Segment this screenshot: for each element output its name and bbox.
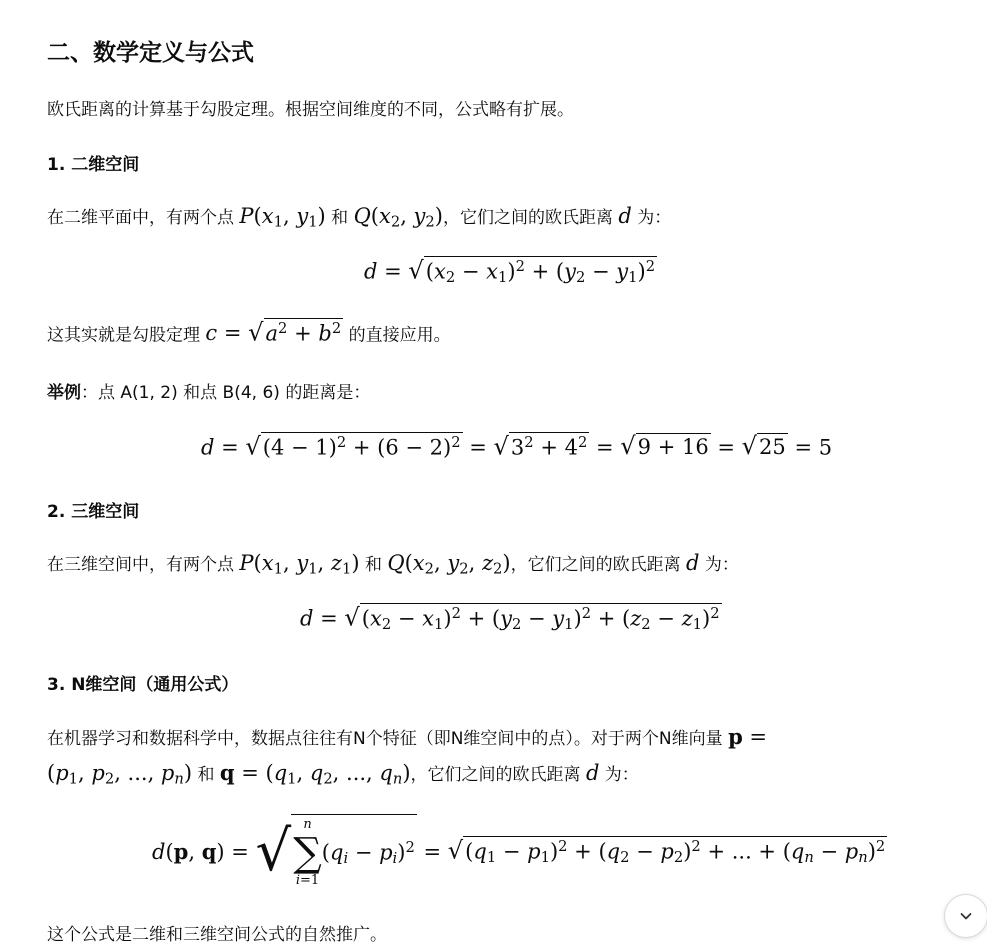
- example-text: ：点 A(1, 2) 和点 B(4, 6) 的距离是：: [81, 383, 371, 403]
- formula-nd-distance: d(p, q) = √ n ∑ i=1 $(q_i - p_i)^2$ = $√(q_1 - p_1)^2 + (q_2 - p_2)^2$ + ... + $(q_n - p_n)^2$: [152, 814, 887, 889]
- text-nd-colon: 为：: [604, 765, 639, 785]
- section-title: 二、数学定义与公式: [47, 40, 254, 66]
- math-d-symbol: d: [618, 204, 632, 228]
- scroll-down-button[interactable]: [944, 894, 987, 938]
- math-point-q-3d: $Q(x_2$, $y_2$, $z_2$): [387, 551, 511, 578]
- subsection-nd-line2: [47, 760, 639, 788]
- pythagoras-paragraph: [47, 318, 451, 346]
- math-vector-p: ($p_1$, $p_2$, ..., $p_n$): [47, 761, 193, 788]
- text-2d-after: ，它们之间的欧氏距离: [442, 208, 613, 228]
- subsection-2d-paragraph: [47, 203, 671, 231]
- subsection-nd-line1: [47, 724, 767, 749]
- conclusion-paragraph: 这个公式是二维和三维空间公式的自然推广。: [47, 925, 387, 945]
- text-3d-before: 在三维空间中，有两个点: [47, 555, 234, 575]
- text-3d-after: ，它们之间的欧氏距离: [510, 555, 681, 575]
- subsection-2d-title: 1. 二维空间: [47, 155, 140, 175]
- intro-paragraph: 欧氏距离的计算基于勾股定理。根据空间维度的不同，公式略有扩展。: [47, 100, 574, 120]
- text-2d-and: 和: [331, 208, 349, 228]
- math-point-p-3d: $P(x_1$, $y_1$, $z_1$): [239, 551, 360, 578]
- math-d-symbol: d: [685, 551, 700, 575]
- subsection-nd-title: 3. N维空间（通用公式）: [47, 675, 239, 695]
- text-3d-and: 和: [364, 555, 382, 575]
- math-d-symbol: d: [585, 761, 600, 785]
- math-point-q-2d: $Q(x_2$, $y_2$): [353, 204, 443, 231]
- formula-3d-distance: $d = √(x_2 - x_1)^2 + (y_2 - y_1)^2 + (z_2 - z_1)^2$: [300, 603, 720, 634]
- math-point-p-2d: $P(x_1$, $y_1$): [239, 204, 326, 231]
- text-nd-and: 和: [197, 765, 215, 785]
- text-nd-line1: 在机器学习和数据科学中，数据点往往有N个特征（即N维空间中的点）。对于两个N维向量: [47, 729, 723, 749]
- formula-example: $d = √(4 - 1)^2 + (6 - 2)^2 = √3^2 + 4^2 = √9 + 16 = √25 = 5$: [201, 432, 833, 461]
- pythagoras-prefix: 这其实就是勾股定理: [47, 325, 200, 346]
- math-pythagoras: $c = √a^2 + b^2$: [205, 318, 342, 347]
- text-2d-colon: 为：: [637, 208, 672, 228]
- text-3d-colon: 为：: [704, 555, 739, 575]
- chevron-down-icon: [958, 908, 974, 924]
- subsection-3d-title: 2. 三维空间: [47, 502, 140, 522]
- pythagoras-suffix: 的直接应用。: [348, 325, 451, 346]
- text-nd-after: ，它们之间的欧氏距离: [410, 765, 581, 785]
- formula-2d-distance: $d = √(x_2 - x_1)^2 + (y_2 - y_1)^2$: [364, 256, 656, 287]
- math-vector-q: $q = (q_1$, $q_2$, ..., $q_n$): [219, 760, 411, 788]
- math-vector-p-start: p =: [728, 724, 768, 749]
- example-label: 举例: [47, 383, 81, 403]
- subsection-3d-paragraph: [47, 550, 739, 578]
- text-2d-before: 在二维平面中，有两个点: [47, 208, 234, 228]
- example-paragraph: [47, 378, 370, 403]
